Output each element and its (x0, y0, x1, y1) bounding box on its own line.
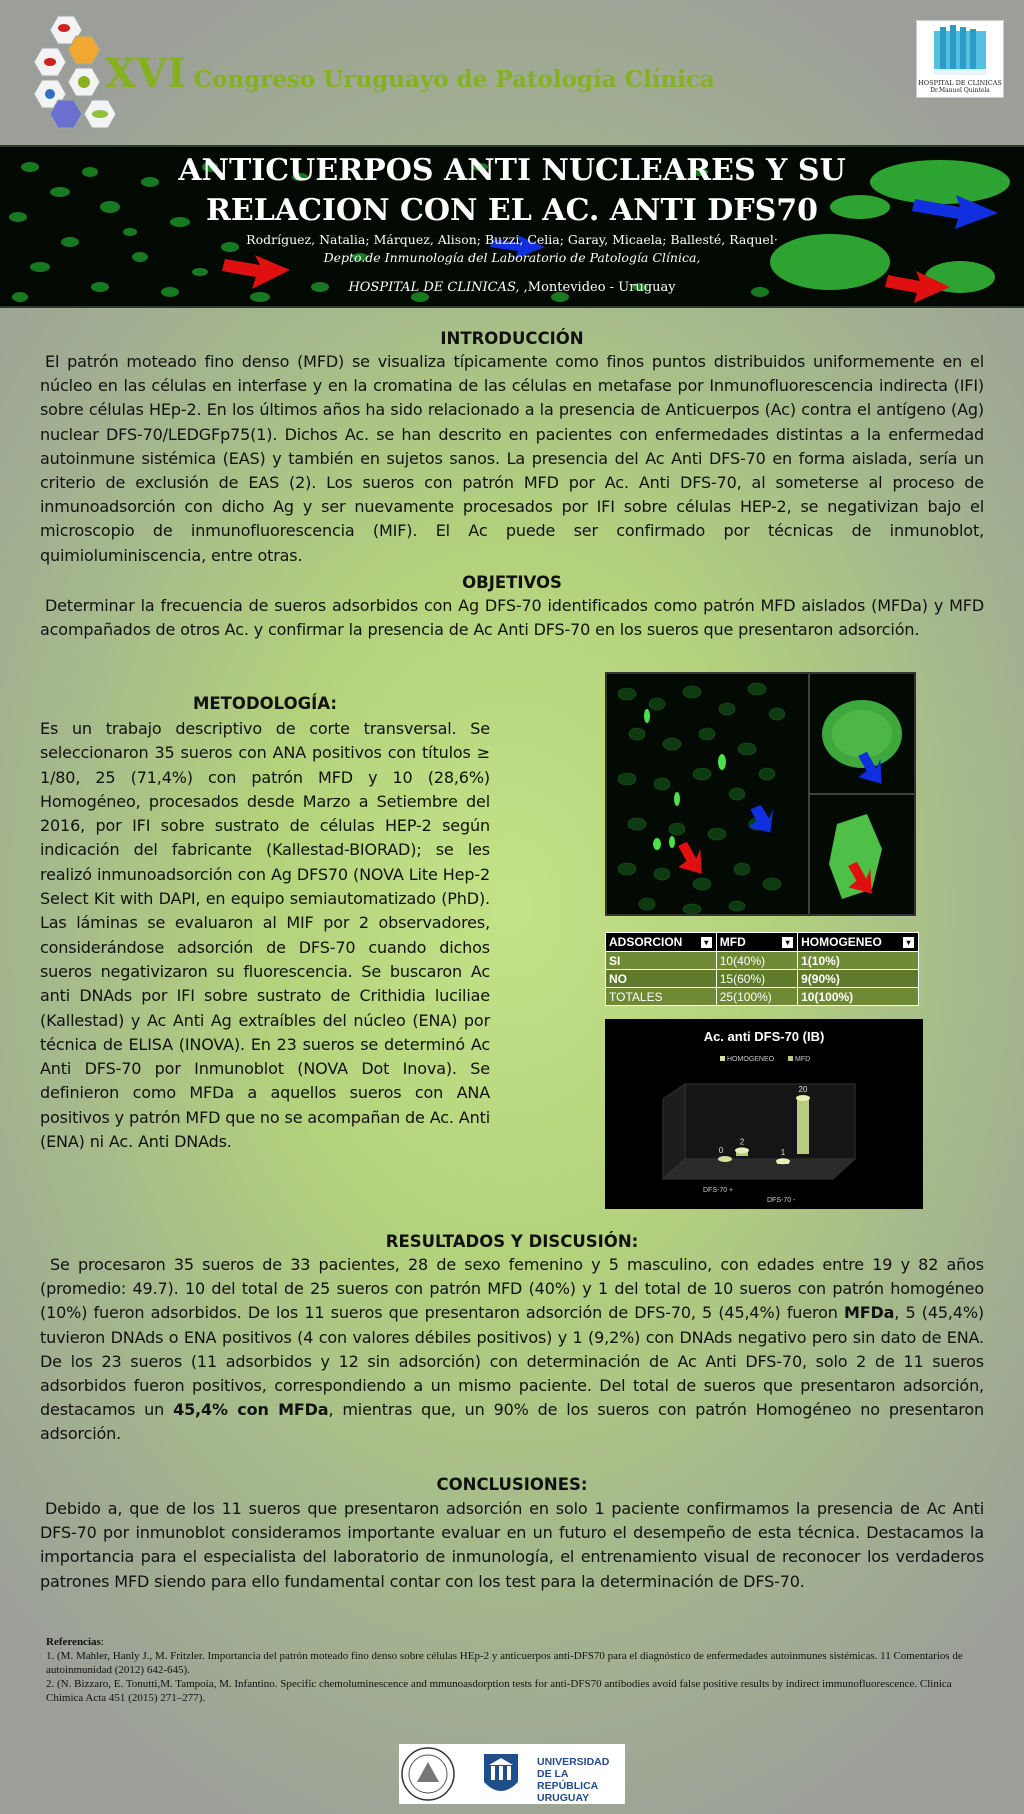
hospital-name: HOSPITAL DE CLINICAS, (348, 280, 520, 295)
reference-1: 1. (M. Mahler, Hanly J., M. Fritzler. Importancia del patrón moteado fino denso sobre células HEp-2 y anticuerpos anti-DFS70 para el diagnóstico de enfermedades autoinmunes sistémicas. 11 Comentarios de autoinmunidad (2012) 642-645). (46, 1650, 963, 1676)
chart-bar-top-mfd-0 (735, 1147, 749, 1153)
table-cell: 25(100%) (716, 988, 797, 1006)
hospital-building-icon (930, 25, 990, 77)
reference-2: 2. (N. Bizzaro, E. Tonutti,M. Tampoia, M. Infantino. Specific chemoluminescence and mmunoasdorption tests for anti-DFS70 antibodies avoid false positive results by indirect immunofluorescence. Clinica Chimica Acta 451 (2015) 271–277). (46, 1678, 952, 1704)
chart-data-label: 1 (780, 1148, 786, 1158)
chart-data-label: 2 (739, 1137, 745, 1147)
header (0, 0, 1024, 145)
chart-bar-top-mfd-1 (796, 1095, 810, 1101)
table-cell: 9(90%) (798, 970, 919, 988)
objetivos-title: OBJETIVOS (462, 573, 562, 592)
hospital-logo-line1: HOSPITAL DE CLINICAS (918, 79, 1002, 87)
chart-data-label: 0 (718, 1146, 724, 1155)
table-cell: SI (606, 952, 717, 970)
chart-bar-top-homogeneo-1 (776, 1158, 790, 1164)
hospital-city: ,Montevideo - Uruguay (519, 280, 676, 295)
legend-mfd: MFD (795, 1056, 811, 1063)
intro-title: INTRODUCCIÓN (440, 329, 584, 348)
conclusiones-title: CONCLUSIONES: (436, 1475, 588, 1494)
legend-homogeneo: HOMOGENEO (727, 1056, 775, 1063)
table-row (606, 970, 919, 988)
hospital-clinicas-logo (916, 20, 1004, 98)
table-header-adsorcion[interactable]: ADSORCION ▾ (606, 933, 717, 952)
authors: Rodríguez, Natalia; Márquez, Alison; Buzzi, Celia; Garay, Micaela; Ballesté, Raquel· (246, 232, 778, 247)
poster-title-line2: RELACION CON EL AC. ANTI DFS70 (205, 193, 819, 228)
references-title: Referencias (46, 1636, 101, 1648)
filter-dropdown-icon[interactable]: ▾ (701, 937, 712, 948)
micrograph-image (607, 674, 916, 916)
table-cell: 10(40%) (716, 952, 797, 970)
category-label-dfs70-neg: DFS-70 - (767, 1197, 796, 1204)
dfs70-chart (605, 1019, 923, 1209)
chart-3d-box (663, 1084, 855, 1179)
legend-swatch-mfd (788, 1056, 793, 1061)
chart-title: Ac. anti DFS-70 (IB) (703, 1029, 825, 1044)
footer-logos (399, 1744, 625, 1804)
chart-bar-top-homogeneo-0 (718, 1156, 732, 1162)
table-row (606, 988, 919, 1006)
objetivos-text: Determinar la frecuencia de sueros adsorbidos con Ag DFS-70 identificados como patrón MFD aislados (MFDa) y MFD acompañados de otros Ac. y confirmar la presencia de Ac Anti DFS-70 en los sueros que presentaron adsorción. (40, 596, 984, 640)
title-banner (0, 145, 1024, 308)
legend-swatch-homogeneo (720, 1056, 725, 1061)
adsorption-table (605, 932, 919, 1006)
resultados-title: RESULTADOS Y DISCUSIÓN: (385, 1232, 639, 1251)
references: Referencias: 1. (M. Mahler, Hanly J., M. Fritzler. Importancia del patrón moteado fino denso sobre células HEp-2 y anticuerpos anti-DFS70 para el diagnóstico de enfermedades autoinmunes sistémicas. 11 Comentarios de autoinmunidad (2012) 642-645). 2. (N. Bizzaro, E. Tonutti,M. Tampoia, M. Infantino. Specific chemoluminescence and mmunoasdorption tests for anti-DFS70 antibodies avoid false positive results by indirect immunofluorescence. Clinica Chimica Acta 451 (2015) 271–277). (46, 1635, 986, 1705)
poster-title-line1: ANTICUERPOS ANTI NUCLEARES Y SU (178, 153, 846, 188)
resultados-text: Se procesaron 35 sueros de 33 pacientes, 28 de sexo femenino y 5 masculino, con edades entre 19 y 82 años (promedio: 49.7). 10 del total de 25 sueros con patrón MFD (40%) y 1 del total de 10 sueros con patrón homogéneo (10%) fueron adsorbidos. De los 11 sueros que presentaron adsorción de DFS-70, 5 (45,4%) fueron MFDa, 5 (45,4%) tuvieron DNAds o ENA positivos (4 con valores débiles positivos) y 1 (9,2%) con DNAds negativo pero sin dato de ENA. De los 23 sueros (11 adsorbidos y 12 sin adsorción) con determinación de Ac Anti DFS-70, solo 2 de 11 sueros adsorbidos fueron positivos, correspondiendo a un mismo paciente. Del total de sueros que presentaron adsorción, destacamos un 45,4% con MFDa, mientras que, un 90% de los sueros con patrón Homogéneo no presentaron adsorción. (40, 1255, 984, 1444)
filter-dropdown-icon[interactable]: ▾ (782, 937, 793, 948)
chart-data-label: 20 (798, 1085, 808, 1094)
congress-number: XVI (105, 50, 186, 97)
congress-title (105, 50, 715, 97)
table-header-mfd[interactable]: MFD ▾ (716, 933, 797, 952)
chart-svg (605, 1019, 923, 1209)
fluorescence-micrograph (605, 672, 916, 916)
metodologia-title: METODOLOGÍA: (192, 694, 337, 713)
banner-text (0, 147, 1024, 297)
filter-dropdown-icon[interactable]: ▾ (903, 937, 914, 948)
table-cell: 15(60%) (716, 970, 797, 988)
table-cell: 1(10%) (798, 952, 919, 970)
congress-name: Congreso Uruguayo de Patología Clínica (193, 66, 715, 93)
hospital-affiliation (0, 279, 1024, 297)
intro-text: El patrón moteado fino denso (MFD) se visualiza típicamente como finos puntos distribuidos uniformemente en el núcleo en las células en interfase y en la cromatina de las células en metafase por Inmunofluorescencia indirecta (IFI) sobre células HEp-2. En los últimos años ha sido relacionado a la presencia de Anticuerpos (Ac) contra el antígeno (Ag) nuclear DFS-70/LEDGFp75(1). Dichos Ac. se han descrito en pacientes con enfermedades distintas a la enfermedad autoinmune sistémica (EAS) y también en sujetos sanos. La presencia del Ac Anti DFS-70 en forma aislada, sería un criterio de exclusión de EAS (2). Los sueros con patrón MFD por Ac. Anti DFS-70, al someterse al proceso de inmunoadsorción con dicho Ag y ser nuevamente procesados por IFI sobre células HEP-2, se negativizan bajo el microscopio de inmunofluorescencia (MIF). El Ac puede ser confirmado por técnicas de inmunoblot, quimioluminiscencia, entre otras. (40, 352, 984, 565)
table-cell: 10(100%) (798, 988, 919, 1006)
metodologia-text: Es un trabajo descriptivo de corte transversal. Se seleccionaron 35 sueros con ANA positivos con títulos ≥ 1/80, 25 (71,4%) con patrón MFD y 10 (28,6%) Homogéneo, procesados desde Marzo a Setiembre del 2016, por IFI sobre sustrato de células HEP-2 según indicación del fabricante (Kallestad-BIORAD); se les realizó inmunoadsorción con Ag DFS70 (NOVA Lite Hep-2 Select Kit with DAPI, en equipo semiautomatizado (PhD). Las láminas se evaluaron al MIF por 2 observadores, considerándose adsorción de DFS-70 cuando dichos sueros negativizaron su fluorescencia. Se buscaron Ac anti DNAds por IFI sobre sustrato de Crithidia luciliae (Kallestad) y Ac Anti Ag extraíbles del núcleo (ENA) por técnica de ELISA (INOVA). En 23 sueros se determinó Ac Anti DFS-70 por Inmunoblot (NOVA Dot Inova). Se definieron como MFDa a aquellos sueros con ANA positivos y patrón MFD que no se acompañan de Ac. Anti (ENA) ni Ac. Anti DNAds. (40, 719, 490, 1152)
table-header-homogeneo[interactable]: HOMOGENEO ▾ (798, 933, 919, 952)
category-label-dfs70-pos: DFS-70 + (703, 1187, 734, 1194)
table-cell: NO (606, 970, 717, 988)
table-row (606, 952, 919, 970)
udelar-name: UNIVERSIDAD DE LA REPÚBLICA URUGUAY (537, 1756, 610, 1804)
conclusiones-text: Debido a, que de los 11 sueros que presentaron adsorción en solo 1 paciente confirmamos la presencia de Ac Anti DFS-70 por inmunoblot consideramos importante evaluar en un futuro el desempeño de esta técnica. Destacamos la importancia para el especialista del laboratorio de inmunología, el entrenamiento visual de reconocer los verdaderos patrones MFD siendo para ello fundamental contar con los test para la determinación de DFS-70. (40, 1499, 984, 1591)
table-cell: TOTALES (606, 988, 717, 1006)
resultados-bold-mfda: MFDa (843, 1303, 895, 1323)
department: Depto.de Inmunología del Laboratorio de Patología Clínica, (323, 250, 701, 265)
hospital-logo-line2: Dr.Manuel Quintela (930, 87, 990, 94)
resultados-bold-percent: 45,4% con MFDa (173, 1400, 329, 1420)
chart-bar-mfd-1 (797, 1098, 809, 1154)
chart-legend (720, 1056, 810, 1063)
